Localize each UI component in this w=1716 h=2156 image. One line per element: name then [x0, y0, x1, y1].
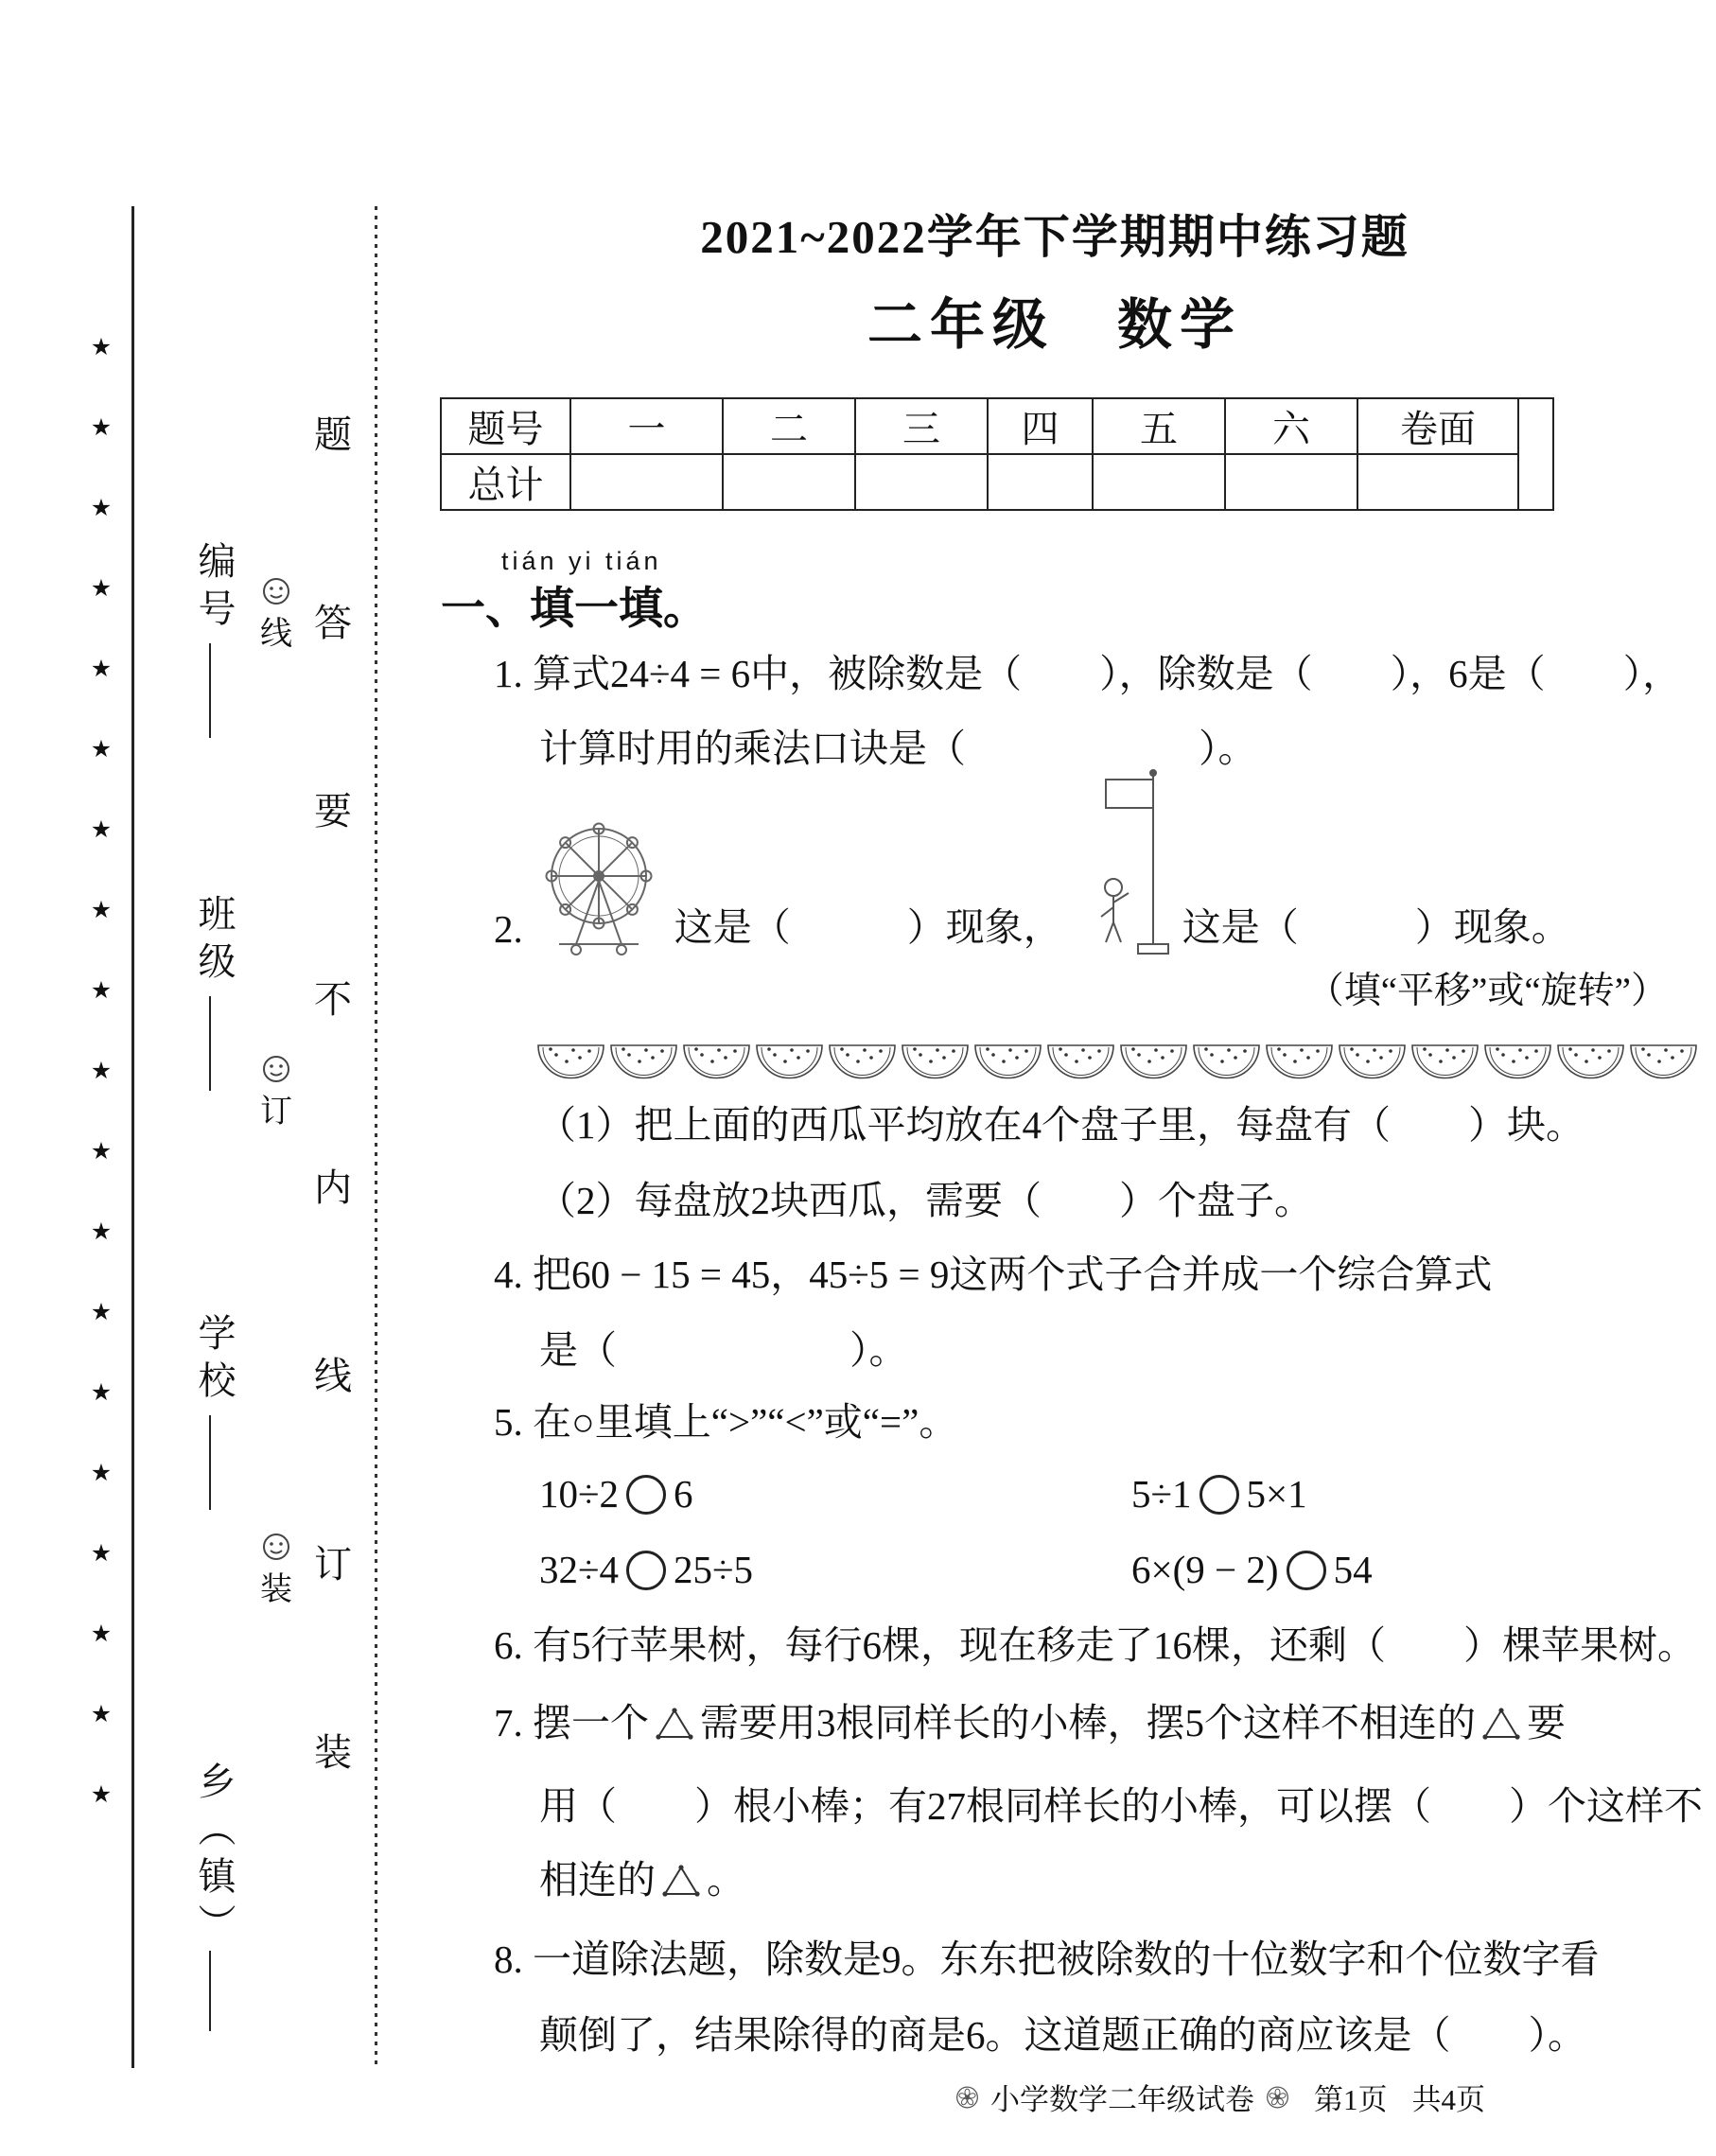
watermelon-slice-icon	[754, 1041, 825, 1085]
star-icon: ★	[90, 1621, 113, 1647]
watermelon-slice-icon	[827, 1041, 898, 1085]
star-icon: ★	[90, 817, 113, 843]
watermelon-slice-icon	[1264, 1041, 1335, 1085]
expression-right: 25÷5	[674, 1548, 754, 1591]
expression-left: 10÷2	[539, 1472, 620, 1516]
star-icon: ★	[90, 415, 113, 441]
field-township-underline	[209, 1951, 211, 2031]
binding-notice-column	[312, 405, 354, 1777]
star-icon: ★	[90, 1219, 113, 1245]
smiley-face-icon	[262, 577, 290, 605]
watermelon-slice-icon	[1410, 1041, 1480, 1085]
question-6-line: 6. 有5行苹果树，每行6棵，现在移走了16棵，还剩（ ）棵苹果树。	[494, 1623, 1696, 1667]
question-2-text-2: 这是（ ）现象。	[1182, 905, 1570, 949]
field-student-number: 编号	[193, 541, 236, 636]
watermelon-slice-icon	[972, 1041, 1043, 1085]
star-icon: ★	[90, 1461, 113, 1486]
expression-right: 5×1	[1246, 1472, 1307, 1516]
star-icon: ★	[90, 1059, 113, 1084]
question-7-text: 相连的	[539, 1858, 656, 1902]
triangle-icon	[659, 1862, 703, 1900]
flower-icon	[955, 2084, 979, 2111]
triangle-icon	[1480, 1705, 1523, 1743]
ferris-wheel-image	[533, 814, 665, 957]
field-class: 班级	[193, 894, 236, 989]
star-icon: ★	[90, 1782, 113, 1808]
smiley-face-icon	[262, 1533, 290, 1561]
expression-left: 6×(9 − 2)	[1131, 1548, 1279, 1591]
score-header-cell: 四	[988, 398, 1093, 454]
binding-notice-char: 装	[314, 1731, 352, 1774]
question-7-text: 需要用3根同样长的小棒，摆5个这样不相连的	[700, 1701, 1476, 1744]
star-column	[83, 333, 119, 1809]
smiley-face-icon	[262, 1055, 290, 1083]
paper-subtitle: 二年级 数学	[867, 294, 1242, 356]
watermelon-slice-icon	[1555, 1041, 1626, 1085]
score-empty-cell	[1357, 454, 1518, 510]
field-township: 乡（镇）	[193, 1762, 236, 1951]
question-3-sub-2: （2）每盘放2块西瓜，需要（ ）个盘子。	[537, 1179, 1313, 1222]
seal-badge-bind	[254, 1533, 299, 1609]
star-icon: ★	[90, 1139, 113, 1165]
score-empty-cell	[1225, 454, 1357, 510]
badge-label: 线	[260, 617, 292, 652]
badge-label: 装	[260, 1572, 292, 1607]
question-2-text-1: 这是（ ）现象，	[674, 905, 1062, 949]
score-empty-cell	[1093, 454, 1225, 510]
watermelon-slice-icon	[1191, 1041, 1262, 1085]
watermelon-slice-icon	[681, 1041, 752, 1085]
question-5-item-2	[1131, 1466, 1307, 1521]
question-1-line-2: 计算时用的乘法口诀是（ ）。	[539, 727, 1257, 770]
binding-notice-char: 内	[314, 1166, 352, 1209]
question-7-line-3	[539, 1852, 745, 1907]
question-3-sub-1: （1）把上面的西瓜平均放在4个盘子里，每盘有（ ）块。	[537, 1103, 1585, 1147]
watermelon-row	[535, 1041, 1699, 1085]
score-side-cell	[1518, 398, 1553, 510]
section-title-pinyin: tián yi tián	[501, 547, 662, 575]
question-4-line-1: 4. 把60 − 15 = 45，45÷5 = 9这两个式子合并成一个综合算式	[494, 1253, 1493, 1296]
seal-badge-staple	[254, 1055, 299, 1131]
comparison-circle	[1287, 1551, 1326, 1590]
question-7-text: 。	[707, 1858, 745, 1902]
comparison-circle	[1199, 1475, 1239, 1515]
score-header-cell: 三	[855, 398, 988, 454]
star-icon: ★	[90, 1300, 113, 1325]
page-footer	[955, 2076, 1485, 2118]
score-table	[440, 397, 1554, 511]
score-header-cell: 一	[570, 398, 723, 454]
comparison-circle	[626, 1475, 666, 1515]
star-icon: ★	[90, 1702, 113, 1727]
binding-notice-char: 答	[314, 602, 352, 644]
watermelon-slice-icon	[1118, 1041, 1189, 1085]
footer-page-number: 第1页	[1314, 2083, 1388, 2116]
question-5-item-3	[539, 1542, 753, 1597]
comparison-circle	[626, 1551, 666, 1590]
seal-dotted-line	[375, 206, 377, 2068]
expression-left: 32÷4	[539, 1548, 620, 1591]
binding-notice-char: 要	[314, 790, 352, 833]
star-icon: ★	[90, 1541, 113, 1567]
score-header-cell: 题号	[441, 398, 570, 454]
score-empty-cell	[570, 454, 723, 510]
star-icon: ★	[90, 576, 113, 602]
field-class-underline	[209, 996, 211, 1091]
section-one-title: 一、填一填。	[441, 585, 708, 634]
expression-right: 6	[674, 1472, 693, 1516]
question-8-line-1: 8. 一道除法题，除数是9。东东把被除数的十位数字和个位数字看	[494, 1937, 1600, 1981]
watermelon-slice-icon	[608, 1041, 679, 1085]
score-header-cell: 五	[1093, 398, 1225, 454]
badge-label: 订	[260, 1095, 292, 1130]
flag-raising-image	[1085, 768, 1175, 957]
question-5-item-1	[539, 1466, 693, 1521]
star-icon: ★	[90, 898, 113, 923]
watermelon-slice-icon	[1628, 1041, 1699, 1085]
question-7-text: 7. 摆一个	[494, 1701, 649, 1744]
question-5-item-4	[1131, 1542, 1373, 1597]
score-header-cell: 卷面	[1357, 398, 1518, 454]
field-school-underline	[209, 1415, 211, 1510]
seal-badge-thread	[254, 577, 299, 654]
binding-notice-char: 题	[314, 413, 352, 456]
paper-title: 2021~2022学年下学期期中练习题	[700, 211, 1410, 263]
score-empty-cell	[988, 454, 1093, 510]
star-icon: ★	[90, 335, 113, 360]
triangle-icon	[653, 1705, 696, 1743]
question-4-line-2: 是（ ）。	[539, 1328, 908, 1372]
score-total-label: 总计	[441, 454, 570, 510]
binding-notice-char: 线	[314, 1355, 352, 1397]
seal-solid-line	[131, 206, 134, 2068]
score-empty-cell	[855, 454, 988, 510]
watermelon-slice-icon	[1337, 1041, 1408, 1085]
question-1-line-1: 1. 算式24÷4 = 6中，被除数是（ ），除数是（ ），6是（ ），	[494, 652, 1682, 695]
watermelon-slice-icon	[1482, 1041, 1553, 1085]
footer-booklet-title: 小学数学二年级试卷	[990, 2083, 1254, 2116]
question-5-head: 5. 在○里填上“>”“<”或“=”。	[494, 1400, 958, 1444]
field-school: 学校	[193, 1313, 236, 1408]
score-empty-cell	[723, 454, 855, 510]
question-2-row	[494, 766, 1570, 957]
expression-left: 5÷1	[1131, 1472, 1192, 1516]
watermelon-slice-icon	[535, 1041, 606, 1085]
star-icon: ★	[90, 978, 113, 1004]
watermelon-slice-icon	[1045, 1041, 1116, 1085]
expression-right: 54	[1333, 1548, 1373, 1591]
binding-notice-char: 不	[314, 978, 352, 1021]
footer-page-total: 共4页	[1411, 2083, 1485, 2116]
question-8-line-2: 颠倒了，结果除得的商是6。这道题正确的商应该是（ ）。	[539, 2013, 1586, 2057]
question-2-hint: （填“平移”或“旋转”）	[1306, 971, 1668, 1011]
question-7-line-1	[494, 1695, 1566, 1750]
star-icon: ★	[90, 1380, 113, 1406]
field-student-number-underline	[209, 643, 211, 738]
question-7-text: 要	[1527, 1701, 1566, 1744]
question-7-line-2: 用（ ）根小棒；有27根同样长的小棒，可以摆（ ）个这样不	[539, 1784, 1703, 1828]
binding-notice-char: 订	[314, 1543, 352, 1586]
star-icon: ★	[90, 657, 113, 682]
question-2-number: 2.	[494, 907, 523, 951]
star-icon: ★	[90, 737, 113, 762]
flower-icon	[1266, 2084, 1289, 2111]
score-header-cell: 六	[1225, 398, 1357, 454]
watermelon-slice-icon	[900, 1041, 971, 1085]
star-icon: ★	[90, 496, 113, 521]
score-header-cell: 二	[723, 398, 855, 454]
